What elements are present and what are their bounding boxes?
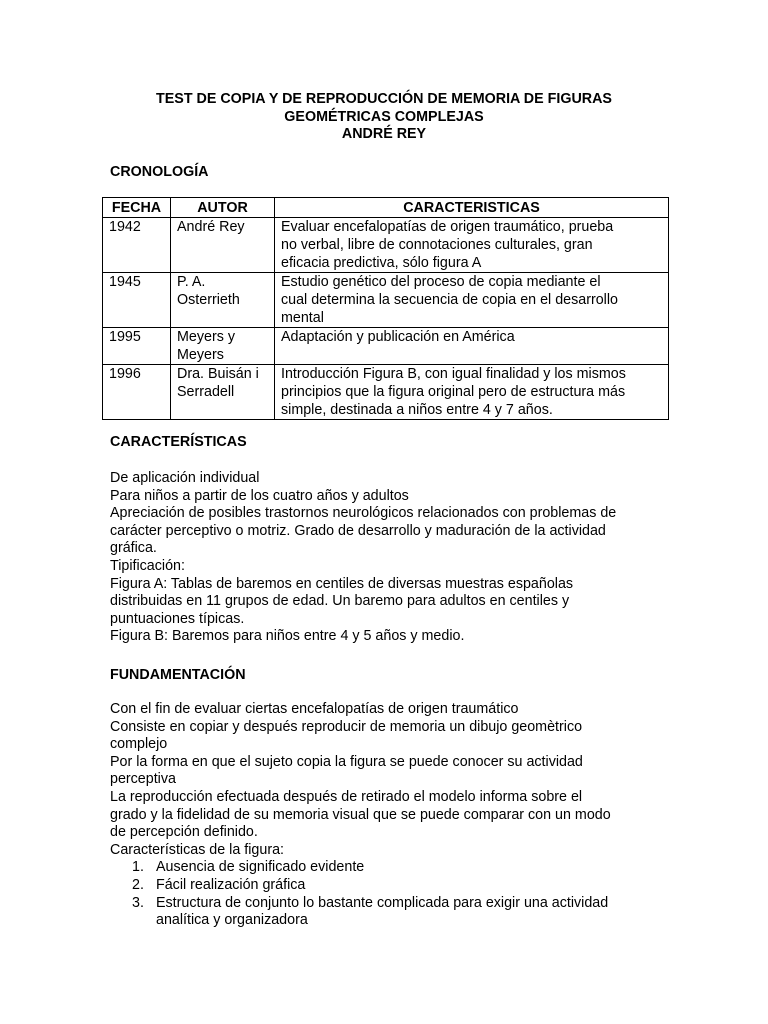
paragraph-line: de percepción definido.	[110, 824, 258, 841]
table-row	[103, 273, 669, 328]
table-row	[103, 365, 669, 420]
cell-line: André Rey	[177, 219, 245, 235]
paragraph-line: perceptiva	[110, 771, 176, 788]
cell-caracteristicas	[275, 328, 669, 365]
paragraph-line: Apreciación de posibles trastornos neurológicos relacionados con problemas de	[110, 505, 617, 522]
cell-fecha: 1945	[103, 273, 171, 328]
cell-autor	[171, 365, 275, 420]
figure-features-list	[110, 859, 670, 929]
document-title	[0, 91, 768, 144]
paragraph-line: Tipificación:	[110, 557, 185, 574]
paragraph-line: distribuidas en 11 grupos de edad. Un baremo para adultos en centiles y	[110, 593, 570, 610]
column-header-caracteristicas: CARACTERISTICAS	[275, 198, 669, 218]
cell-fecha: 1996	[103, 365, 171, 420]
list-item-text: analítica y organizadora	[156, 912, 308, 929]
table-row	[103, 218, 669, 273]
paragraph-line: gráfica.	[110, 540, 157, 557]
title-line-3: ANDRÉ REY	[341, 126, 427, 142]
paragraph-line: Con el fin de evaluar ciertas encefalopatías de origen traumático	[110, 701, 519, 717]
list-item-text: Estructura de conjunto lo bastante complicada para exigir una actividad	[156, 894, 609, 911]
cell-line: Osterrieth	[177, 292, 240, 308]
table-row	[103, 328, 669, 365]
cell-line: Dra. Buisán i	[177, 366, 259, 382]
paragraph-line: Figura A: Tablas de baremos en centiles de diversas muestras españolas	[110, 575, 574, 592]
cell-line: Adaptación y publicación en América	[281, 329, 515, 345]
list-item	[110, 895, 670, 930]
paragraph-line: La reproducción efectuada después de retirado el modelo informa sobre el	[110, 788, 583, 805]
heading-caracteristicas: CARACTERÍSTICAS	[110, 434, 247, 450]
paragraph-line: Consiste en copiar y después reproducir de memoria un dibujo geomètrico	[110, 718, 583, 735]
list-item	[110, 859, 670, 877]
paragraph-line: complejo	[110, 736, 168, 753]
paragraph-line: Figura B: Baremos para niños entre 4 y 5 años y medio.	[110, 628, 465, 645]
cell-line: Estudio genético del proceso de copia mediante el	[281, 274, 601, 290]
cell-fecha: 1942	[103, 218, 171, 273]
cell-caracteristicas	[275, 273, 669, 328]
caracteristicas-body	[110, 470, 670, 646]
cell-line: Evaluar encefalopatías de origen traumático, prueba	[281, 219, 614, 235]
list-number: 3.	[132, 894, 144, 911]
cell-line: Introducción Figura B, con igual finalidad y los mismos	[281, 366, 626, 382]
paragraph-line: grado y la fidelidad de su memoria visual que se puede comparar con un modo	[110, 806, 611, 823]
heading-cronologia: CRONOLOGÍA	[110, 164, 209, 180]
list-item	[110, 877, 670, 895]
list-number: 2.	[132, 876, 144, 893]
table-header-row	[103, 198, 669, 218]
column-header-autor: AUTOR	[171, 198, 275, 218]
cell-line: no verbal, libre de connotaciones culturales, gran	[281, 237, 593, 253]
cell-line: principios que la figura original pero de estructura más	[281, 384, 626, 400]
cell-line: simple, destinada a niños entre 4 y 7 años.	[281, 402, 553, 418]
cell-caracteristicas	[275, 218, 669, 273]
cronologia-table	[102, 197, 669, 420]
cell-autor	[171, 273, 275, 328]
cell-line: Meyers	[177, 347, 224, 363]
fundamentacion-body	[110, 701, 670, 930]
cell-line: Serradell	[177, 384, 235, 400]
list-number: 1.	[132, 859, 144, 876]
cell-line: P. A.	[177, 274, 206, 290]
title-line-1: TEST DE COPIA Y DE REPRODUCCIÓN DE MEMORIA DE FIGURAS	[156, 91, 612, 107]
column-header-fecha: FECHA	[103, 198, 171, 218]
cell-fecha: 1995	[103, 328, 171, 365]
title-line-2: GEOMÉTRICAS COMPLEJAS	[284, 108, 484, 125]
cell-line: mental	[281, 310, 324, 326]
list-item-text: Ausencia de significado evidente	[156, 859, 365, 876]
heading-fundamentacion: FUNDAMENTACIÓN	[110, 667, 246, 683]
list-item-text: Fácil realización gráfica	[156, 876, 306, 893]
cell-autor	[171, 328, 275, 365]
paragraph-line: puntuaciones típicas.	[110, 610, 245, 627]
cell-line: Meyers y	[177, 329, 235, 345]
paragraph-line: Para niños a partir de los cuatro años y adultos	[110, 487, 409, 504]
paragraph-line: carácter perceptivo o motriz. Grado de desarrollo y maduración de la actividad	[110, 522, 606, 539]
cell-line: cual determina la secuencia de copia en el desarrollo	[281, 292, 618, 308]
cell-autor	[171, 218, 275, 273]
paragraph-line: De aplicación individual	[110, 470, 260, 486]
cell-caracteristicas	[275, 365, 669, 420]
paragraph-line: Características de la figura:	[110, 841, 285, 858]
cell-line: eficacia predictiva, sólo figura A	[281, 255, 482, 271]
paragraph-line: Por la forma en que el sujeto copia la figura se puede conocer su actividad	[110, 753, 583, 770]
